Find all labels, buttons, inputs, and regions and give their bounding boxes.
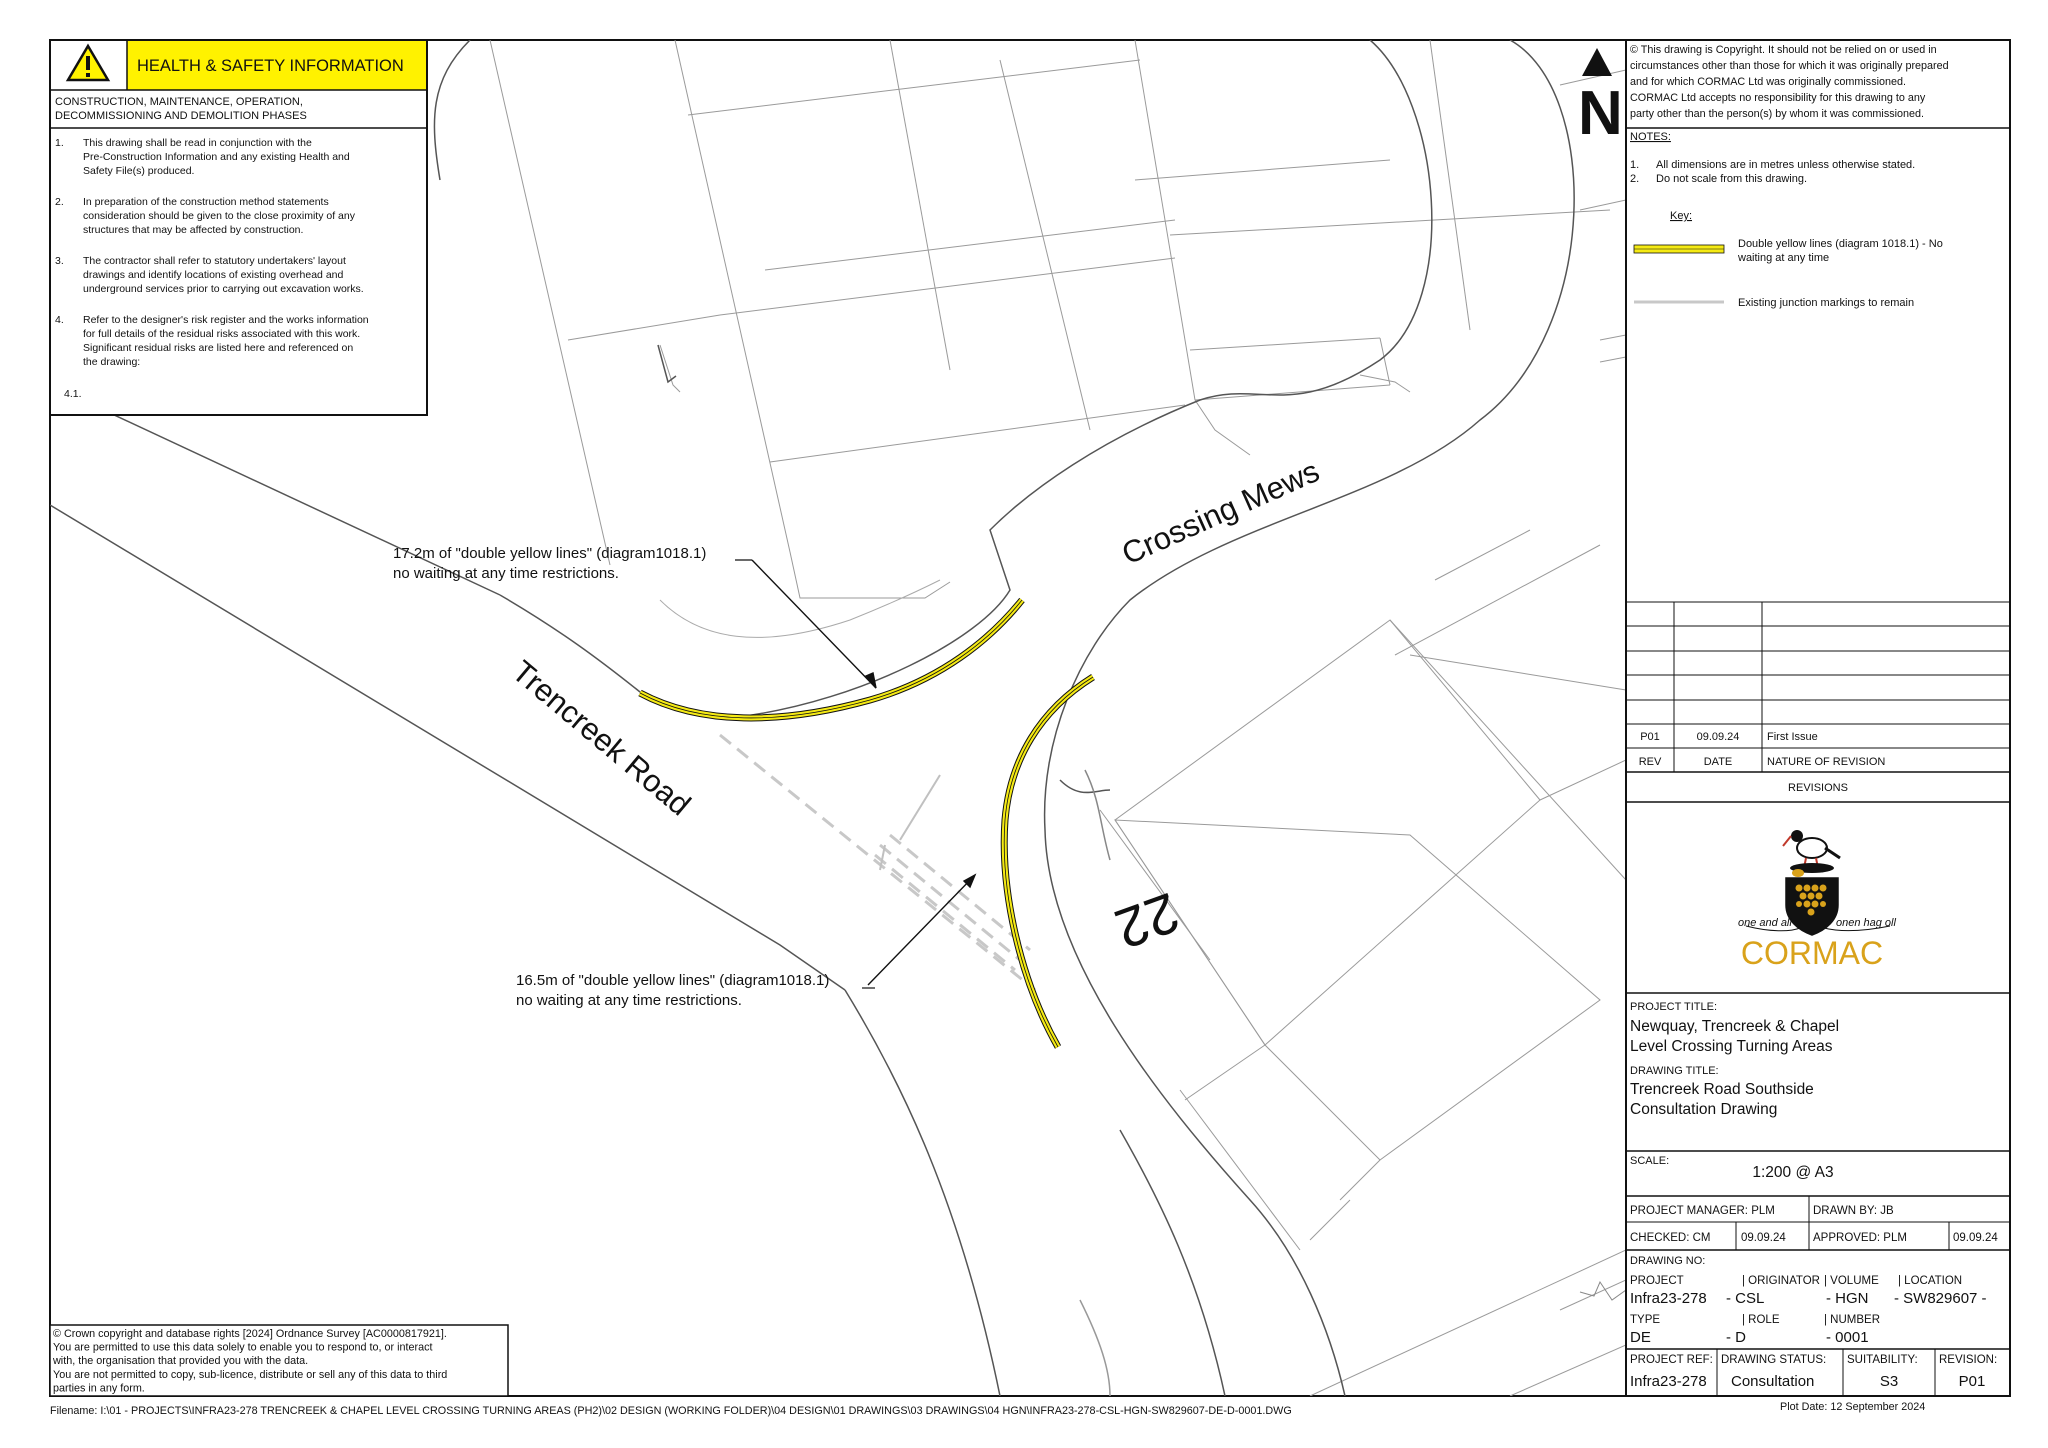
project-title-line-2: Level Crossing Turning Areas [1630,1038,1833,1055]
north-arrow-icon [1578,48,1623,148]
callout-dyl-south [516,972,834,1009]
drawing-no-value-part: Infra23-278 [1630,1290,1707,1307]
project-title-line-1: Newquay, Trencreek & Chapel [1630,1018,1840,1035]
drawing-no-label-part: TYPE [1630,1314,1661,1326]
notes-heading: NOTES: [1630,131,1671,143]
copyright-line: © This drawing is Copyright. It should not be relied on or used in [1630,44,1937,56]
drawing-no-label-part: | NUMBER [1824,1314,1881,1326]
hs-item-line: underground services prior to carrying out excavation works. [83,283,364,295]
hs-item-line: Safety File(s) produced. [83,165,195,177]
drawing-no-label-part: | ROLE [1742,1314,1780,1326]
note-text: All dimensions are in metres unless otherwise stated. [1656,159,1916,171]
callout-dyl-north-line-2: no waiting at any time restrictions. [393,565,619,582]
title-column [1626,40,2010,1396]
drawing-no-label-part: | VOLUME [1824,1275,1879,1287]
drawing-no-label-part: PROJECT [1630,1275,1684,1287]
revision-header-date: DATE [1703,756,1733,768]
hs-item-line: Pre-Construction Information and any existing Health and [83,151,350,163]
road-label-trencreek-road: Trencreek Road [505,653,698,823]
approved-by: APPROVED: PLM [1813,1232,1907,1244]
logo-motto-left: one and all [1738,917,1792,929]
drawing-no-value-part: - 0001 [1826,1329,1869,1346]
note-text: Do not scale from this drawing. [1656,173,1808,185]
drawing-no-label-part: | ORIGINATOR [1742,1275,1820,1287]
hs-phases-line-2: DECOMMISSIONING AND DEMOLITION PHASES [55,110,307,122]
callout-dyl-north [393,545,711,582]
hs-item-number: 3. [55,255,64,267]
drawing-no-value-part: - HGN [1826,1290,1869,1307]
hs-item-line: drawings and identify locations of existing overhead and [83,269,344,281]
key-item-line: waiting at any time [1738,252,1830,264]
callout-dyl-south-line-2: no waiting at any time restrictions. [516,992,742,1009]
hs-title: HEALTH & SAFETY INFORMATION [137,57,404,75]
scale-label: SCALE: [1630,1155,1670,1167]
give-way-marks [880,775,940,870]
logo-motto-right: onen hag oll [1836,917,1896,929]
hs-item-line: In preparation of the construction method statements [83,196,329,208]
drawing-status: Consultation [1731,1373,1815,1390]
logo-wordmark: CORMAC [1740,935,1884,971]
hs-item-line: This drawing shall be read in conjunction with the [83,137,312,149]
plot-outlines-north [490,40,1626,598]
hs-item-line: The contractor shall refer to statutory undertakers' layout [83,255,346,267]
drawing-title-line-2: Consultation Drawing [1630,1101,1778,1118]
suitability-label: SUITABILITY: [1847,1354,1918,1366]
project-ref: Infra23-278 [1630,1373,1707,1390]
copyright-line: CORMAC Ltd accepts no responsibility for this drawing to any [1630,92,1926,104]
suitability: S3 [1879,1373,1899,1390]
note-number: 1. [1630,159,1640,171]
sign-symbol [658,345,676,382]
drawing-no-label: DRAWING NO: [1630,1255,1706,1267]
callout-leaders [752,560,975,985]
approved-date: 09.09.24 [1953,1232,1998,1244]
drawing-no-value-part: - SW829607 - [1894,1290,1987,1307]
drawing-title-line-1: Trencreek Road Southside [1630,1081,1814,1098]
drawing-no-label-part: | LOCATION [1898,1275,1963,1287]
hs-phases-line-1: CONSTRUCTION, MAINTENANCE, OPERATION, [55,96,303,108]
hs-item-number: 2. [55,196,64,208]
hs-item-number: 1. [55,137,64,149]
revisions-title: REVISIONS [1788,782,1848,794]
hs-sub-item: 4.1. [64,388,82,400]
project-title-label: PROJECT TITLE: [1630,1001,1718,1013]
key-item-line: Existing junction markings to remain [1738,297,1915,309]
existing-junction-markings [720,735,1035,990]
callout-dyl-south-line-1: 16.5m of "double yellow lines" (diagram1018.1) [516,972,830,989]
key-heading: Key: [1670,210,1693,222]
key-item-line: Double yellow lines (diagram 1018.1) - No [1738,238,1943,250]
hs-item-line: the drawing: [83,356,141,368]
drawing-no-value-part: - CSL [1726,1290,1765,1307]
road-label-crossing-mews: Crossing Mews [1116,453,1325,572]
drawn-by: DRAWN BY: JB [1813,1205,1894,1217]
hs-item-line: for full details of the residual risks associated with this work. [83,328,361,340]
copyright-line: party other than the person(s) by whom it was commissioned. [1630,108,1925,120]
copyright-line: circumstances other than those for which it was originally prepared [1630,60,1949,72]
os-notice-line: parties in any form. [53,1382,145,1395]
revision-row-nature: First Issue [1767,731,1818,743]
revision-header-rev: REV [1638,756,1662,768]
note-number: 2. [1630,173,1640,185]
copyright-notice [1630,44,1949,120]
checked-date: 09.09.24 [1741,1232,1786,1244]
drawing-no-value-part: DE [1630,1329,1651,1346]
drawing-status-label: DRAWING STATUS: [1721,1354,1827,1366]
health-safety-panel [50,40,427,415]
checked-by: CHECKED: CM [1630,1232,1711,1244]
os-notice-line: You are not permitted to copy, sub-licence, distribute or sell any of this data to third [53,1368,448,1381]
os-copyright-notice [50,1325,508,1396]
revision-label: REVISION: [1939,1354,1998,1366]
footer-plot-date: Plot Date: 12 September 2024 [1780,1401,1926,1413]
copyright-line: and for which CORMAC Ltd was originally commissioned. [1630,76,1907,88]
drawing-no-value-part: - D [1726,1329,1746,1346]
drawing-no-row1-labels [1630,1275,1962,1287]
revision-row-date: 09.09.24 [1696,731,1740,743]
drawing-title-label: DRAWING TITLE: [1630,1065,1719,1077]
revision-row-rev: P01 [1640,731,1660,743]
hs-item-number: 4. [55,314,64,326]
project-ref-label: PROJECT REF: [1630,1354,1713,1366]
project-manager: PROJECT MANAGER: PLM [1630,1205,1775,1217]
os-notice-line: © Crown copyright and database rights [2024] Ordnance Survey [AC0000817921]. [53,1328,447,1340]
hs-item-line: Significant residual risks are listed here and referenced on [83,342,354,354]
key-dyl-swatch [1634,245,1724,253]
hs-item-line: Refer to the designer's risk register and the works information [83,314,369,326]
hs-item-line: structures that may be affected by construction. [83,224,304,236]
footer-filename: Filename: I:\01 - PROJECTS\INFRA23-278 TRENCREEK & CHAPEL LEVEL CROSSING TURNING AREAS (PH2)\02 DESIGN (WORKING FOLDER)\04 DESIGN\01 DRAWINGS\03 DRAWINGS\04 HGN\INFRA23-278-CSL-HGN-SW829607-DE-D-0001.DWG [50,1405,1292,1417]
revision-header-nature: NATURE OF REVISION [1767,756,1886,768]
scale-value: 1:200 @ A3 [1752,1164,1834,1181]
callout-dyl-north-line-1: 17.2m of "double yellow lines" (diagram1018.1) [393,545,707,562]
os-notice-line: You are permitted to use this data solely to enable you to respond to, or interact [53,1341,433,1354]
house-number-label: 22 [1107,880,1188,962]
revision-value: P01 [1958,1373,1986,1390]
os-notice-line: with, the organisation that provided you with the data. [53,1355,309,1368]
hs-item-line: consideration should be given to the close proximity of any [83,210,355,222]
north-label: N [1578,79,1623,148]
plot-outlines-south [1100,530,1626,1396]
